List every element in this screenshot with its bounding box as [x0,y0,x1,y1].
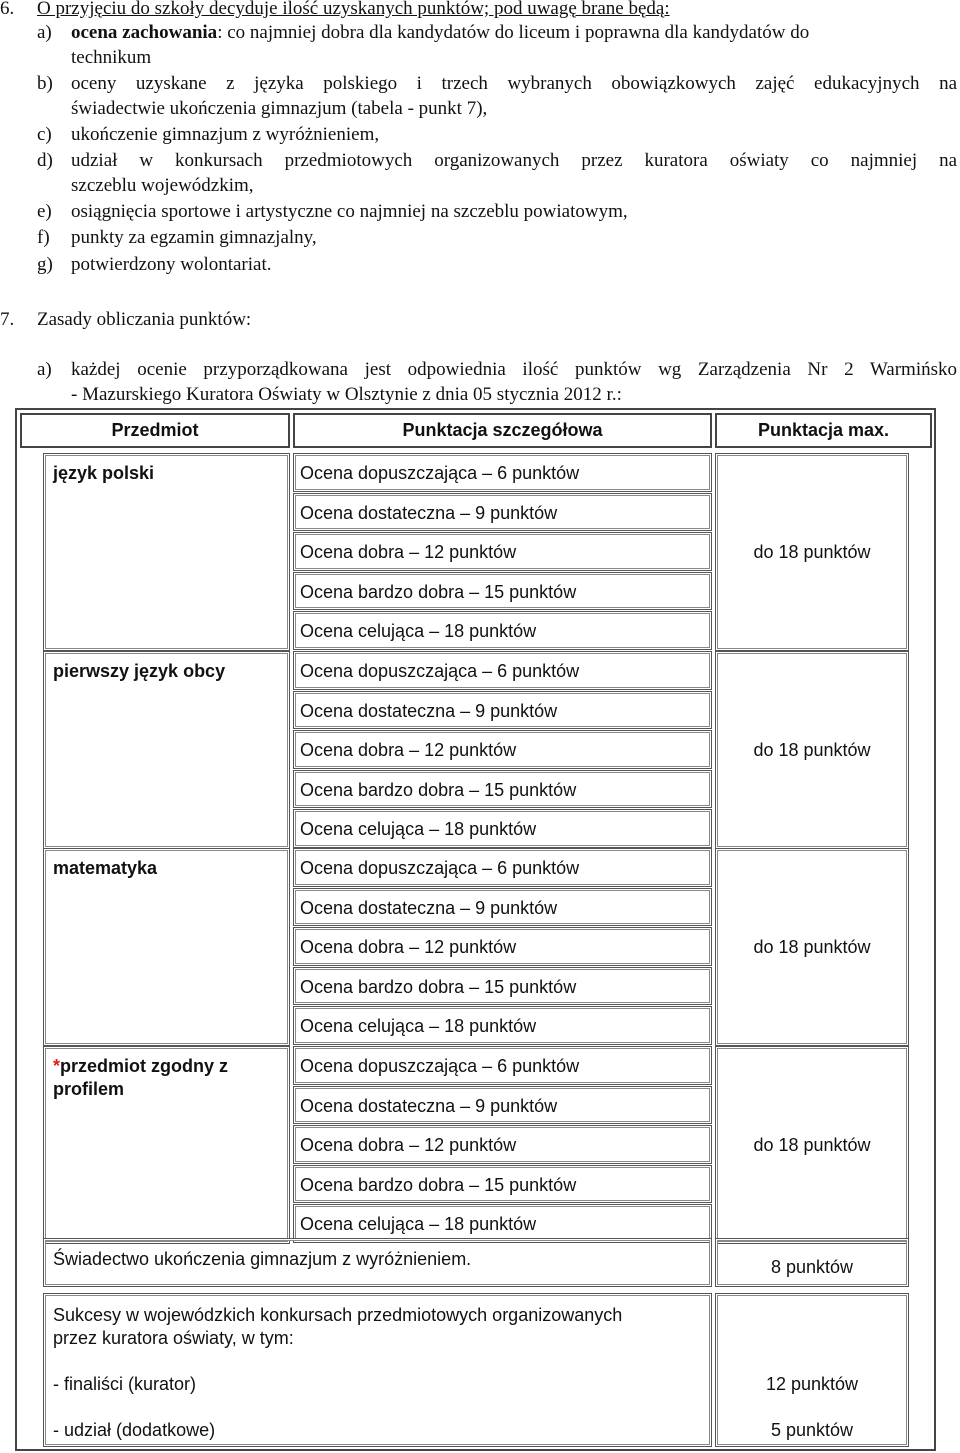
contests-item-participation: - udział (dodatkowe) [53,1420,216,1440]
max-points: do 18 punktów [753,740,871,761]
item-g-label: g) [37,254,53,275]
item-a-rest: : co najmniej dobra dla kandydatów do liceum i poprawna dla kandydatów do [217,22,810,43]
grade-text: Ocena bardzo dobra – 15 punktów [300,1174,577,1195]
certificate-points: 8 punktów [770,1257,854,1277]
section-6-number: 6. [0,0,15,19]
max-points: do 18 punktów [753,542,871,563]
section-7-item-a-label: a) [37,359,52,380]
subject-name [53,1055,228,1077]
header-max: Punktacja max. [757,420,890,440]
grade-text: Ocena celująca – 18 punktów [300,1214,537,1235]
item-a-label: a) [37,22,52,43]
section-7-number: 7. [0,309,15,330]
grade-text: Ocena celująca – 18 punktów [300,819,537,840]
item-d-label: d) [37,150,53,171]
grade-text: Ocena dobra – 12 punktów [300,937,517,958]
grade-text: Ocena celująca – 18 punktów [300,621,537,642]
points-table [15,408,936,1451]
max-points: do 18 punktów [753,1135,871,1156]
section-6-heading: O przyjęciu do szkoły decyduje ilość uzyskanych punktów; pod uwagę brane będą: [37,0,670,19]
subject-name-line1: przedmiot zgodny z [60,1056,229,1076]
certificate-text: Świadectwo ukończenia gimnazjum z wyróżnieniem. [53,1249,472,1269]
grade-text: Ocena dostateczna – 9 punktów [300,700,558,721]
contests-line1: Sukcesy w wojewódzkich konkursach przedmiotowych organizowanych [53,1305,623,1325]
grade-text: Ocena dopuszczająca – 6 punktów [300,1056,580,1076]
item-a-continuation: technikum [71,47,152,68]
item-d-line2: szczeblu wojewódzkim, [71,175,254,196]
item-b-line2: świadectwie ukończenia gimnazjum (tabela - punkt 7), [71,98,488,119]
header-subject: Przedmiot [111,420,199,440]
contests-item-finalists: - finaliści (kurator) [53,1374,197,1394]
grade-text: Ocena dopuszczająca – 6 punktów [300,463,580,483]
item-f-text: punkty za egzamin gimnazjalny, [71,227,317,248]
subject-name-line2: profilem [53,1079,125,1099]
max-points: do 18 punktów [753,937,871,958]
grade-text: Ocena celująca – 18 punktów [300,1016,537,1037]
grade-text: Ocena bardzo dobra – 15 punktów [300,779,577,800]
contests-participation-points: 5 punktów [770,1420,854,1440]
grade-text: Ocena dostateczna – 9 punktów [300,502,558,523]
item-c-text: ukończenie gimnazjum z wyróżnieniem, [71,124,380,145]
item-a-text [71,21,957,45]
grade-text: Ocena dopuszczająca – 6 punktów [300,661,580,681]
subject-name: matematyka [53,858,158,878]
grade-text: Ocena bardzo dobra – 15 punktów [300,976,577,997]
grade-text: Ocena dobra – 12 punktów [300,1135,517,1156]
contests-line2: przez kuratora oświaty, w tym: [53,1328,294,1348]
grade-text: Ocena dostateczna – 9 punktów [300,897,558,918]
item-d-line1: udział w konkursach przedmiotowych organizowanych przez kuratora oświaty co najmniej na [71,150,957,171]
section-7-item-a-line2: - Mazurskiego Kuratora Oświaty w Olsztynie z dnia 05 stycznia 2012 r.: [71,384,622,405]
item-b-label: b) [37,73,53,94]
header-detail: Punktacja szczegółowa [402,420,603,440]
grade-text: Ocena dostateczna – 9 punktów [300,1095,558,1116]
grade-text: Ocena dobra – 12 punktów [300,740,517,761]
section-7-heading: Zasady obliczania punktów: [37,309,252,330]
subject-name: pierwszy język obcy [53,661,226,681]
grade-text: Ocena dobra – 12 punktów [300,542,517,563]
contests-finalists-points: 12 punktów [765,1374,859,1394]
item-g-text: potwierdzony wolontariat. [71,254,272,275]
grade-text: Ocena bardzo dobra – 15 punktów [300,581,577,602]
item-a-bold: ocena zachowania [71,22,218,43]
asterisk-mark: * [53,1056,61,1076]
item-c-label: c) [37,124,52,145]
subject-name: język polski [53,463,155,483]
item-f-label: f) [37,227,50,248]
section-7-item-a-line1: każdej ocenie przyporządkowana jest odpowiednia ilość punktów wg Zarządzenia Nr 2 Warmińsko [71,359,957,380]
item-b-line1: oceny uzyskane z języka polskiego i trzech wybranych obowiązkowych zajęć edukacyjnych na [71,73,957,94]
item-e-label: e) [37,201,52,222]
grade-text: Ocena dopuszczająca – 6 punktów [300,858,580,878]
item-e-text: osiągnięcia sportowe i artystyczne co najmniej na szczeblu powiatowym, [71,201,628,222]
